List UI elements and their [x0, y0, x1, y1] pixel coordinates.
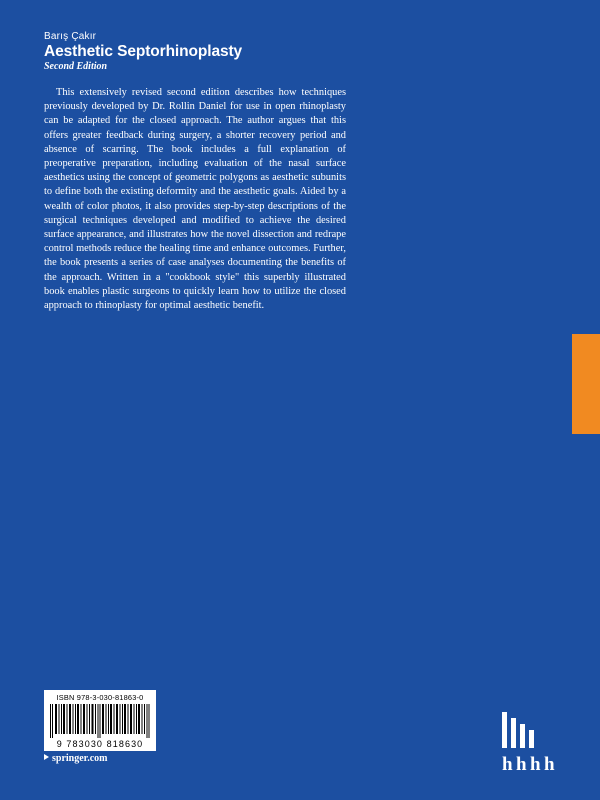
isbn-label: ISBN 978-3-030-81863-0	[56, 693, 144, 702]
author-name: Barış Çakır	[44, 31, 97, 42]
isbn-number: 9 783030 818630	[56, 739, 144, 749]
accent-tab	[572, 334, 600, 434]
publisher-url	[44, 753, 107, 764]
isbn-barcode-block	[44, 690, 156, 751]
springer-logo-icon	[500, 710, 568, 772]
svg-text:h: h	[530, 754, 541, 772]
edition-label: Second Edition	[44, 61, 108, 72]
svg-text:h: h	[516, 754, 527, 772]
barcode-image	[49, 704, 151, 738]
publisher-url-text: springer.com	[52, 753, 108, 764]
book-description: This extensively revised second edition describes how techniques previously developed by Dr. Rollin Daniel for use in open rhinoplasty can be adapted for the closed approach. The author argues that this offers greater feedback during surgery, a shorter recovery period and absence of scarring. The book includes a full explanation of preoperative preparation, including evaluation of the nasal surface aesthetics using the concept of geometric polygons as aesthetic subunits to define both the existing deformity and the aesthetic goals. Aided by a wealth of color photos, it also provides step-by-step descriptions of the surgical techniques developed and modified to achieve the desired surface appearance, and illustrates how the novel dissection and redrape control methods reduce the healing time and enhance outcomes. Further, the book presents a series of case analyses documenting the benefits of the approach. Written in a "cookbook style" this superbly illustrated book enables plastic surgeons to quickly learn how to utilize the closed approach to rhinoplasty for optimal aesthetic benefit.	[44, 87, 346, 312]
book-title: Aesthetic Septorhinoplasty	[44, 43, 243, 60]
triangle-icon	[44, 754, 49, 760]
svg-text:h: h	[544, 754, 555, 772]
svg-text:h: h	[502, 754, 513, 772]
